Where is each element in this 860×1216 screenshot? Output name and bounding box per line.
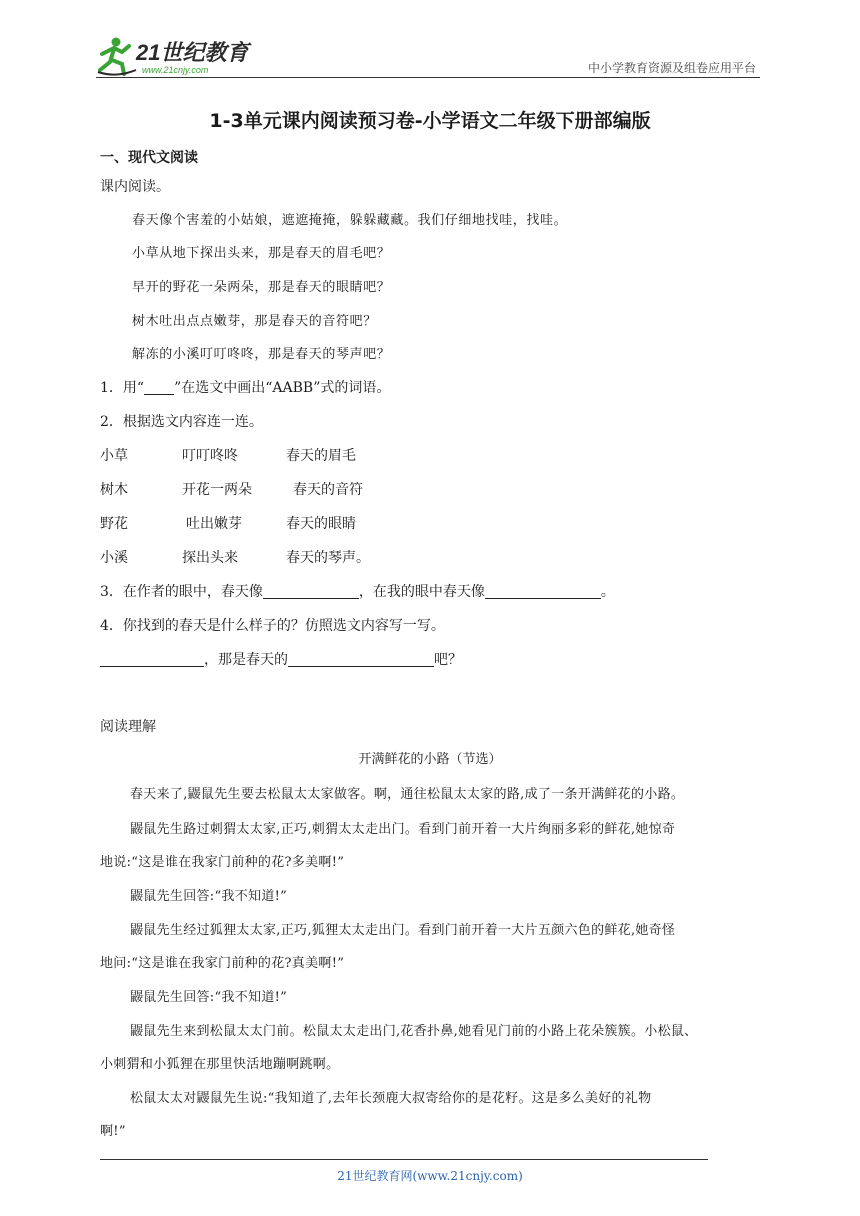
question-4-answer-line: ，那是春天的 吧？ bbox=[100, 649, 462, 669]
story-line: 地说:“这是谁在我家门前种的花?多美啊!” bbox=[100, 855, 345, 870]
match-middle: 叮叮咚咚 bbox=[182, 448, 238, 464]
logo-url: www.21cnjy.com bbox=[142, 65, 209, 75]
match-left: 小溪 bbox=[100, 550, 128, 566]
poem-line: 春天像个害羞的小姑娘，遮遮掩掩，躲躲藏藏。我们仔细地找哇，找哇。 bbox=[132, 213, 568, 228]
match-right: 春天的眉毛 bbox=[286, 448, 356, 464]
match-middle: 探出头来 bbox=[182, 550, 238, 566]
brand-logo bbox=[96, 32, 256, 78]
story-line: 啊!” bbox=[100, 1124, 126, 1139]
match-right: 春天的琴声。 bbox=[286, 550, 370, 566]
footer-link[interactable]: 21世纪教育网(www.21cnjy.com) bbox=[337, 1169, 523, 1183]
story-line: 春天来了,鼹鼠先生要去松鼠太太家做客。啊，通往松鼠太太家的路,成了一条开满鲜花的小路。 bbox=[130, 787, 685, 802]
question-1: 1．用“ ”在选文中画出“AABB”式的词语。 bbox=[100, 380, 391, 396]
match-middle: 吐出嫩芽 bbox=[186, 516, 242, 532]
header-divider bbox=[96, 77, 760, 78]
match-middle: 开花一两朵 bbox=[182, 482, 252, 498]
section-heading: 一、现代文阅读 bbox=[100, 150, 198, 166]
story-line: 鼹鼠先生回答:“我不知道!” bbox=[130, 990, 288, 1005]
blank bbox=[144, 380, 174, 395]
story-line: 鼹鼠先生来到松鼠太太门前。松鼠太太走出门,花香扑鼻,她看见门前的小路上花朵簇簇。小松鼠、 bbox=[130, 1024, 698, 1039]
story-line: 鼹鼠先生路过刺猬太太家,正巧,刺猬太太走出门。看到门前开着一大片绚丽多彩的鲜花,她惊奇 bbox=[130, 822, 676, 837]
poem-line: 小草从地下探出头来，那是春天的眉毛吧？ bbox=[132, 246, 391, 261]
question-4: 4．你找到的春天是什么样子的？仿照选文内容写一写。 bbox=[100, 618, 445, 634]
platform-label: 中小学教育资源及组卷应用平台 bbox=[587, 61, 756, 75]
poem-line: 树木吐出点点嫩芽，那是春天的音符吧？ bbox=[132, 314, 377, 329]
footer-divider bbox=[100, 1159, 708, 1160]
blank bbox=[485, 584, 601, 599]
question-3: 3．在作者的眼中，春天像 ，在我的眼中春天像 。 bbox=[100, 584, 615, 600]
page-title: 1-3单元课内阅读预习卷-小学语文二年级下册部编版 bbox=[209, 110, 651, 132]
blank bbox=[100, 652, 204, 667]
runner-logo-icon bbox=[98, 38, 136, 75]
blank bbox=[263, 584, 359, 599]
story-line: 小刺猬和小狐狸在那里快活地蹦啊跳啊。 bbox=[100, 1057, 340, 1072]
poem-line: 早开的野花一朵两朵，那是春天的眼睛吧？ bbox=[132, 280, 391, 295]
logo-text: 21世纪教育 bbox=[136, 40, 249, 65]
match-left: 野花 bbox=[100, 516, 128, 532]
poem-line: 解冻的小溪叮叮咚咚，那是春天的琴声吧？ bbox=[132, 347, 391, 362]
intro-text: 课内阅读。 bbox=[100, 179, 170, 195]
story-line: 地问:“这是谁在我家门前种的花?真美啊!” bbox=[100, 956, 345, 971]
story-line: 松鼠太太对鼹鼠先生说:“我知道了,去年长颈鹿大叔寄给你的是花籽。这是多么美好的礼物 bbox=[130, 1091, 652, 1106]
story-title: 开满鲜花的小路（节选） bbox=[358, 752, 502, 767]
story-line: 鼹鼠先生回答:“我不知道!” bbox=[130, 889, 288, 904]
section2-heading: 阅读理解 bbox=[100, 719, 156, 735]
match-right: 春天的眼睛 bbox=[286, 516, 356, 532]
story-line: 鼹鼠先生经过狐狸太太家,正巧,狐狸太太走出门。看到门前开着一大片五颜六色的鲜花,她奇怪 bbox=[130, 923, 676, 938]
question-2: 2．根据选文内容连一连。 bbox=[100, 414, 263, 430]
match-left: 树木 bbox=[100, 482, 128, 498]
match-left: 小草 bbox=[100, 448, 128, 464]
match-right: 春天的音符 bbox=[293, 482, 363, 498]
blank bbox=[288, 652, 434, 667]
